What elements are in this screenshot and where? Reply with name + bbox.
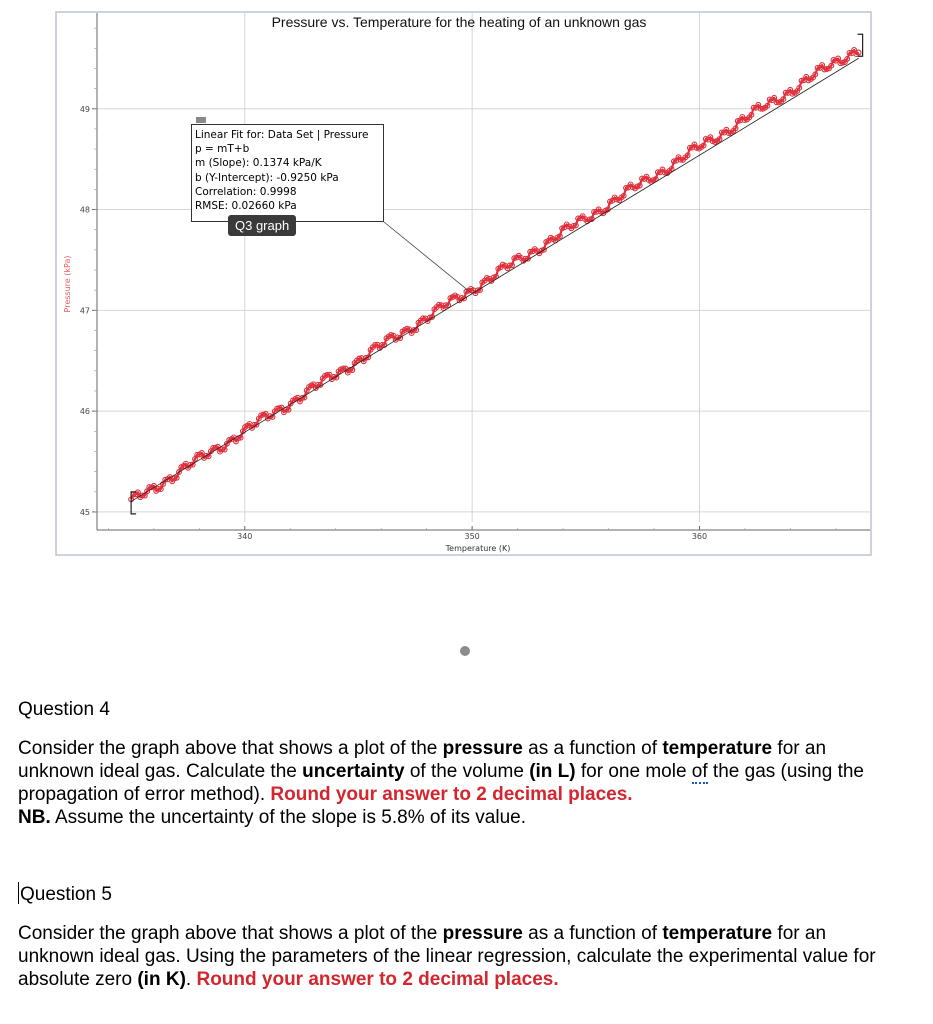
y-tick-label: 47	[79, 306, 90, 316]
question-5-heading: Question 5	[20, 884, 112, 905]
question-5-text: Consider the graph above that shows a plot of the pressure as a function of temperature for an unknown ideal gas. Using the parameters of the linear regression, calculate the experimental value for absolute zero (in K). Round your answer to 2 decimal places.	[18, 923, 876, 990]
question-4-heading: Question 4	[18, 699, 110, 720]
linear-fit-box[interactable]	[191, 124, 384, 222]
y-tick-label: 49	[79, 104, 90, 114]
x-tick-label: 360	[691, 532, 708, 541]
y-axis-title: Pressure (kPa)	[63, 255, 72, 313]
fit-title: Linear Fit for: Data Set | Pressure	[195, 129, 369, 141]
chart-title: Pressure vs. Temperature for the heating of an unknown gas	[271, 14, 647, 30]
slide-dot-icon[interactable]	[460, 646, 470, 656]
fit-slope: m (Slope): 0.1374 kPa/K	[195, 157, 322, 170]
x-tick-label: 350	[464, 532, 480, 541]
fit-rmse: RMSE: 0.02660 kPa	[195, 200, 297, 213]
question-4-text: Consider the graph above that shows a plot of the pressure as a function of temperature for an unknown ideal gas. Calculate the uncertainty of the volume (in L) for one mole of the gas (using the propagation of error method). Round your answer to 2 decimal places. NB. Assume the uncertainty of the slope is 5.8% of its value.	[18, 738, 864, 828]
text-cursor	[18, 882, 19, 904]
graph-badge: Q3 graph	[228, 215, 296, 236]
question-5	[18, 882, 898, 991]
fit-correlation: Correlation: 0.9998	[195, 185, 297, 198]
fit-intercept: b (Y-Intercept): -0.9250 kPa	[195, 171, 339, 184]
x-axis-title: Temperature (K)	[445, 544, 511, 553]
y-tick-label: 46	[79, 407, 90, 417]
x-tick-label: 340	[237, 532, 253, 541]
fit-equation: p = mT+b	[195, 143, 250, 156]
y-tick-label: 48	[79, 205, 90, 215]
spellcheck-word[interactable]: of	[691, 761, 708, 782]
question-4	[18, 698, 898, 829]
drag-handle-icon[interactable]	[196, 117, 206, 123]
y-tick-label: 45	[79, 507, 90, 517]
